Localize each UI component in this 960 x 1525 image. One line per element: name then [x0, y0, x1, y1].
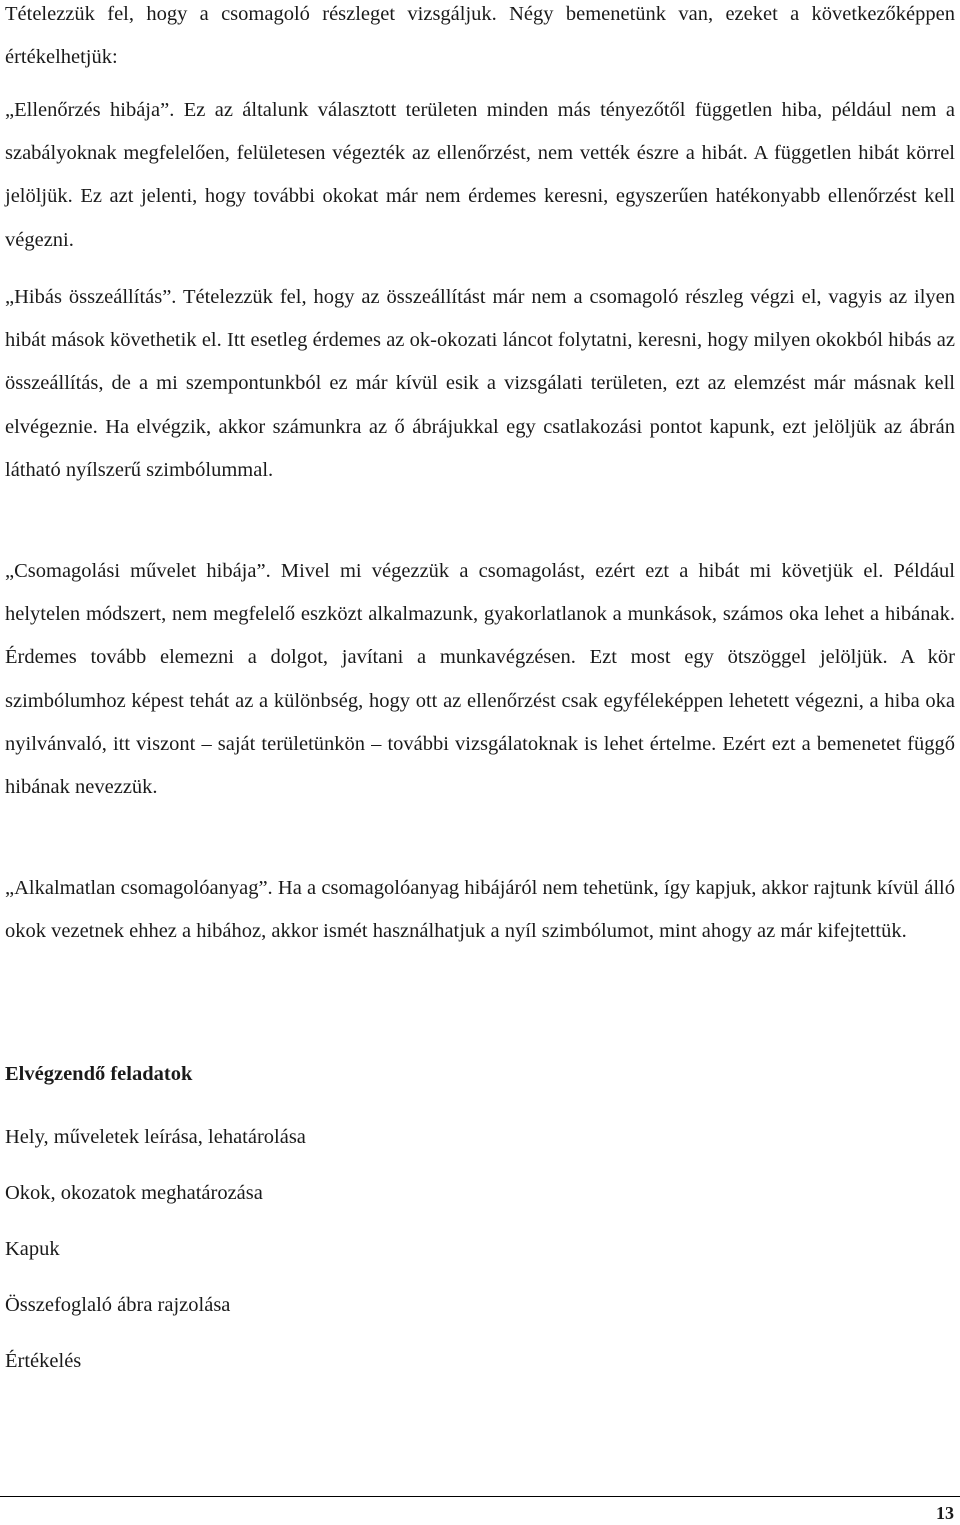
paragraph-packaging-operation-error: „Csomagolási művelet hibája”. Mivel mi végezzük a csomagolást, ezért ezt a hibát mi követjük el. Például helytelen módszert, nem megfelelő eszközt alkalmazunk, gyakorlatlanok a munkások, számos oka lehet a hibának. Érdemes tovább elemezni a dolgot, javítani a munkavégzésen. Ezt most egy ötszöggel jelöljük. A kör szimbólumhoz képest tehát az a különbség, hogy ott az ellenőrzést csak egyféleképpen lehetett végezni, a hiba oka nyilvánvaló, itt viszont – saját területünkön – további vizsgálatoknak is lehet értelme. Ezért ezt a bemenetet függő hibának nevezzük.	[5, 560, 955, 799]
task-list	[5, 1109, 306, 1389]
paragraph-intro: Tételezzük fel, hogy a csomagoló részleget vizsgáljuk. Négy bemenetünk van, ezeket a következőképpen értékelhetjük:	[5, 3, 955, 69]
task-item: Okok, okozatok meghatározása	[5, 1182, 263, 1204]
section-heading: Elvégzendő feladatok	[5, 1063, 193, 1085]
paragraph-faulty-assembly: „Hibás összeállítás”. Tételezzük fel, hogy az összeállítást már nem a csomagoló részleg végzi el, vagyis az ilyen hibát mások követhetik el. Itt esetleg érdemes az ok-okozati láncot folytatni, keresni, hogy milyen okokból hibás az összeállítás, de a mi szempontunkból ez már kívül esik a vizsgálati területen, ezt az elemzést már másnak kell elvégeznie. Ha elvégzik, akkor számunkra az ő ábrájukkal egy csatlakozási pontot kapunk, ezt jelöljük az ábrán látható nyílszerű szimbólummal.	[5, 286, 955, 481]
paragraph-unsuitable-material: „Alkalmatlan csomagolóanyag”. Ha a csomagolóanyag hibájáról nem tehetünk, így kapjuk, akkor rajtunk kívül álló okok vezetnek ehhez a hibához, akkor ismét használhatjuk a nyíl szimbólumot, mint ahogy az már kifejtettük.	[5, 877, 955, 943]
page-number: 13	[936, 1503, 954, 1523]
footer-divider	[0, 1496, 960, 1497]
paragraph-inspection-error: „Ellenőrzés hibája”. Ez az általunk választott területen minden más tényezőtől független hiba, például nem a szabályoknak megfelelően, felületesen végezték az ellenőrzést, nem vették észre a hibát. A független hibát körrel jelöljük. Ez azt jelenti, hogy további okokat már nem érdemes keresni, egyszerűen hatékonyabb ellenőrzést kell végezni.	[5, 99, 955, 251]
task-item: Kapuk	[5, 1238, 60, 1260]
task-item: Hely, műveletek leírása, lehatárolása	[5, 1126, 306, 1148]
task-item: Értékelés	[5, 1350, 82, 1372]
task-item: Összefoglaló ábra rajzolása	[5, 1294, 231, 1316]
